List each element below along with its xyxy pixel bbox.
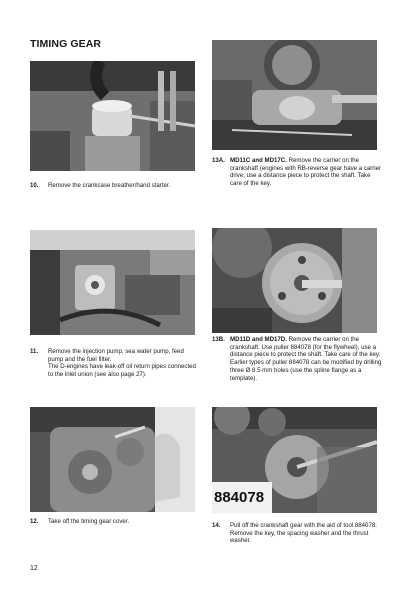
step-text (230, 336, 382, 382)
step-caption (30, 348, 200, 379)
step-text-note: The D-engines have leak-off oil return pipes connected to the inlet union (see also page 27). (48, 363, 196, 379)
step-text (230, 157, 382, 188)
step-number: 13A. (212, 157, 225, 164)
photo-injection-pump (30, 230, 195, 335)
photo-crankshaft-gear-puller (212, 407, 377, 513)
tool-number-label: 884078 (214, 489, 265, 506)
step-caption (30, 182, 200, 190)
step-models: MD11D and MD17D. (230, 336, 287, 343)
step-text: Remove the crankcase breather/hand starter. (48, 182, 171, 189)
step-number: 10. (30, 182, 39, 189)
step-caption (30, 518, 200, 526)
step-text: Pull off the crankshaft gear with the aid of tool 884078. Remove the key, the spacing washer and the thrust washer. (230, 522, 377, 545)
step-caption (212, 522, 382, 545)
step-number: 11. (30, 348, 39, 355)
step-number: 12. (30, 518, 39, 525)
step-text-main: Remove the carrier on the crankshaft. Use puller 884078 (for the flywheel), use a distance piece to protect the shaft. Take care of the key. Earlier types of puller 884078 can be modified by drilling three Ø 8.5 mm holes (use the spline flange as a template). (230, 336, 382, 382)
page-title: TIMING GEAR (30, 38, 102, 50)
step-number: 13B. (212, 336, 225, 343)
step-text: Take off the timing gear cover. (48, 518, 130, 525)
step-caption (212, 336, 382, 382)
step-text (48, 348, 200, 379)
step-number: 14. (212, 522, 221, 529)
photo-carrier-removal (212, 40, 377, 150)
step-text-main: Remove the injection pump, sea water pump, feed pump and the fuel filter. (48, 348, 184, 363)
step-caption (212, 157, 382, 188)
photo-timing-gear-cover (30, 407, 195, 512)
photo-carrier-puller (212, 228, 377, 333)
step-models: MD11C and MD17C. (230, 157, 287, 164)
page-number: 12 (30, 565, 38, 572)
step-text-main: Remove the carrier on the crankshaft (engines with RB-reverse gear have a carrier drive, use a distance piece to protect the shaft. Take care of the key. (230, 157, 382, 188)
photo-crankcase-breather (30, 61, 195, 171)
